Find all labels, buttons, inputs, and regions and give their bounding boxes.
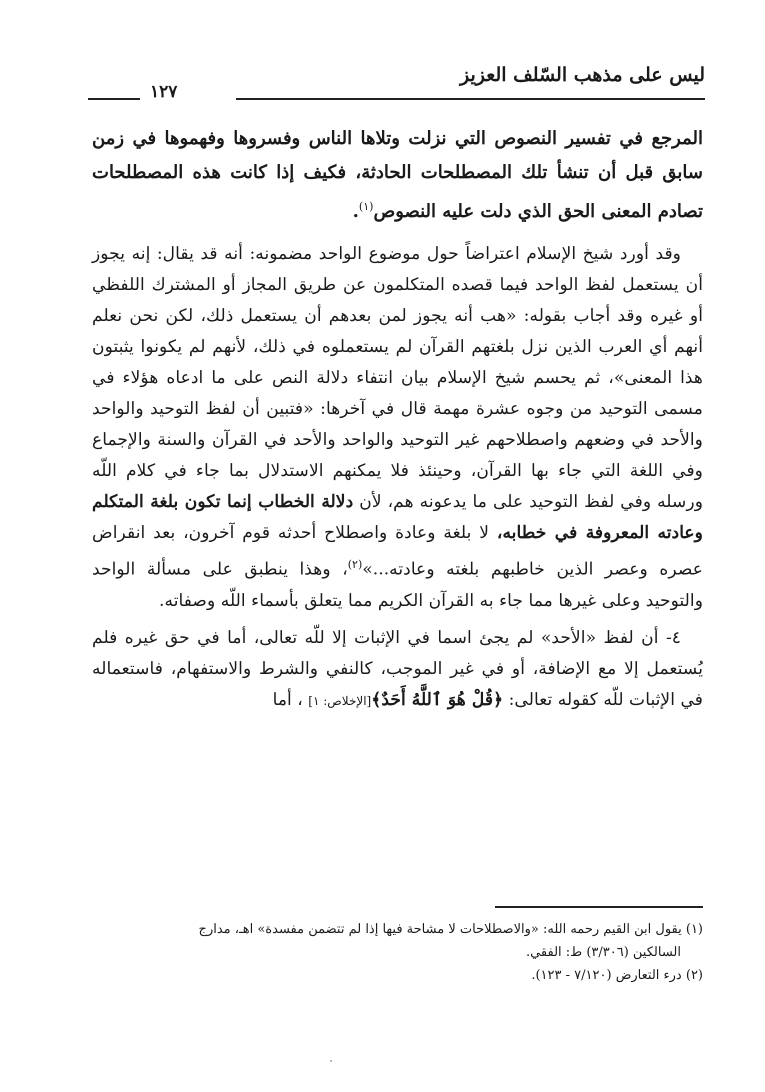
- footnote-separator: [495, 906, 703, 908]
- footnote-ref-2: (٢): [347, 558, 363, 571]
- running-title: ليس على مذهب السّلف العزيز: [460, 64, 705, 86]
- quran-verse: ﴿قُلْ هُوَ ٱللَّهُ أَحَدٌ﴾: [371, 689, 504, 710]
- page-number: ١٢٧: [150, 82, 178, 102]
- header-rule-short: [88, 98, 140, 100]
- scan-speck: [330, 1060, 332, 1062]
- page-header: [88, 60, 705, 106]
- paragraph-1: المرجع في تفسير النصوص التي نزلت وتلاها الناس وفسروها وفهموها في زمن سابق قبل أن تنشأ تلك المصطلحات الحادثة، فكيف إذا كانت هذه المصطلحات تصادم المعنى الحق الذي دلت عليه النصوص$^{(١)}$.: [92, 128, 703, 222]
- footnote-1-cont: السالكين (٣/٣٠٦) ط: الفقي.: [525, 945, 681, 960]
- bold-phrase: دلالة الخطاب إنما تكون بلغة المتكلم وعادته المعروفة في خطابه،: [92, 492, 703, 543]
- footnote-2: (٢) درء التعارض (٧/١٢٠ - ١٢٣).: [531, 968, 703, 983]
- main-text: [92, 122, 703, 723]
- paragraph-3: ٤- أن لفظ «الأحد» لم يجئ اسما في الإثبات إلا للّه تعالى، أما في حق غيره فلم يُستعمل إلا مع الإضافة، أو في غير الموجب، كالنفي والشرط والاستفهام، فاستعماله في الإثبات للّه كقوله تعالى: ﴿قُلْ هُوَ ٱللَّهُ أَحَدٌ﴾[الإخلاص: ١] ، أما: [92, 627, 703, 710]
- footnote-ref-1: (١): [358, 200, 374, 213]
- surah-citation: [الإخلاص: ١]: [308, 693, 372, 708]
- paragraph-2: وقد أورد شيخ الإسلام اعتراضاً حول موضوع الواحد مضمونه: أنه قد يقال: إنه يجوز أن يستعمل لفظ الواحد فيما قصده المتكلمون عن طريق المجاز أو المشترك اللفظي أو غيره وقد أجاب بقوله: «هب أنه يجوز لمن بعدهم أن يستعمل ذلك، لكن نحن نعلم أنهم أي العرب الذين نزل بلغتهم القرآن لم يستعملوه في ذلك، لأنهم لم يكونوا يثبتون هذا المعنى»، ثم يحسم شيخ الإسلام بيان انتفاء دلالة النص على ما ادعاه هؤلاء في مسمى التوحيد من وجوه عشرة مهمة قال في آخرها: «فتبين أن لفظ التوحيد والواحد والأحد في وضعهم واصطلاحهم غير التوحيد والواحد والأحد في القرآن والسنة والإجماع وفي اللغة التي جاء بها القرآن، وحينئذ فلا يمكنهم الاستدلال بما جاء في كلام اللّه ورسله وفي لفظ التوحيد على ما يدعونه هم، لأن دلالة الخطاب إنما تكون بلغة المتكلم وعادته المعروفة في خطابه، لا بلغة وعادة واصطلاح أحدثه قوم آخرون، بعد انقراض عصره وعصر الذين خاطبهم بلغته وعادته...»$^{(٢)}$، وهذا ينطبق على مسألة الواحد والتوحيد وعلى غيرها مما جاء به القرآن الكريم مما يتعلق بأسماء اللّه وصفاته.: [92, 244, 704, 611]
- footnote-1: (١) يقول ابن القيم رحمه الله: «والاصطلاحات لا مشاحة فيها إذا لم تتضمن مفسدة» اهـ، مدارج: [198, 922, 703, 937]
- footnotes: [92, 918, 703, 987]
- header-rule: [236, 98, 705, 100]
